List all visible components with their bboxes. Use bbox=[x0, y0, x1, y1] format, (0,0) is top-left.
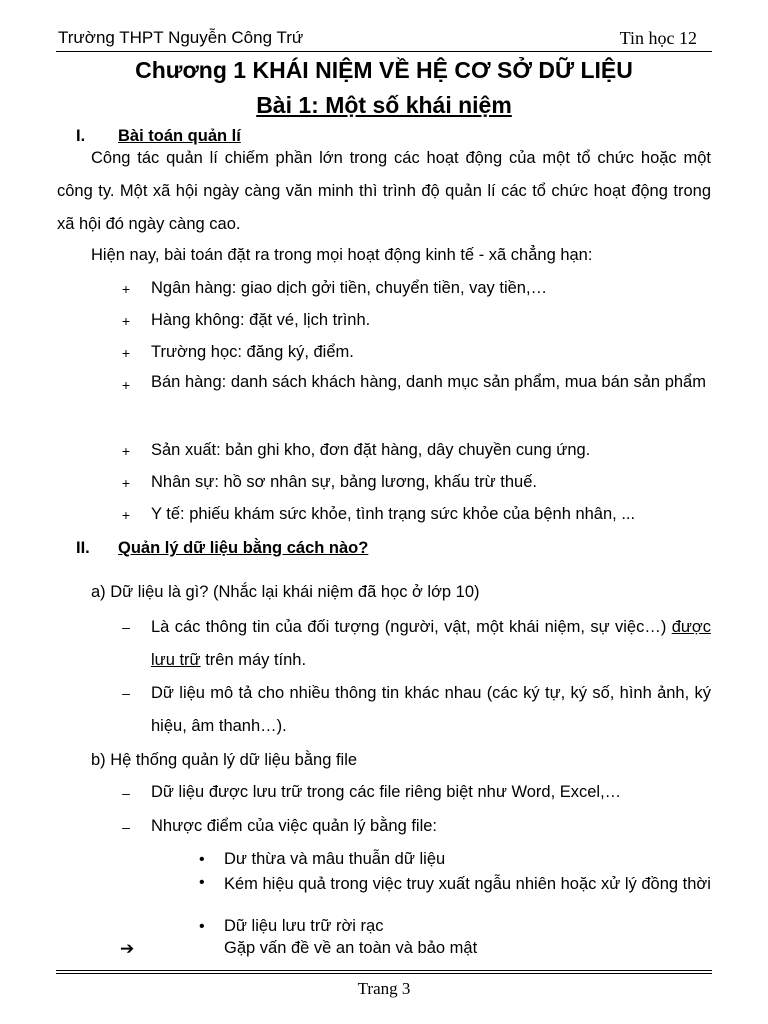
list-item: Nhược điểm của việc quản lý bằng file: bbox=[151, 817, 438, 835]
list-item: Ngân hàng: giao dịch gởi tiền, chuyển tiền, vay tiền,… bbox=[151, 279, 548, 297]
section2-title: Quản lý dữ liệu bằng cách nào? bbox=[118, 539, 369, 557]
plus-bullet-icon: + bbox=[121, 475, 131, 491]
section1-title: Bài toán quản lí bbox=[118, 127, 241, 145]
dash-bullet-icon: – bbox=[122, 785, 130, 801]
list-item-text: trên máy tính. bbox=[200, 651, 307, 669]
dot-bullet-icon: • bbox=[199, 874, 205, 891]
list-item: Dư thừa và mâu thuẫn dữ liệu bbox=[224, 850, 446, 868]
list-item: Y tế: phiếu khám sức khỏe, tình trạng sức khỏe của bệnh nhân, ... bbox=[151, 505, 636, 523]
list-item-text: Là các thông tin của đối tượng (người, vật, một khái niệm, sự việc…) bbox=[151, 618, 672, 636]
list-item: Bán hàng: danh sách khách hàng, danh mục sản phẩm, mua bán sản phẩm bbox=[151, 373, 706, 391]
section1-paragraph-1: Công tác quản lí chiếm phần lớn trong các hoạt động của một tổ chức hoặc một công ty. Một xã hội ngày càng văn minh thì trình độ quản lí các tổ chức hoạt động trong xã hội đó ngày càng cao. bbox=[57, 149, 711, 233]
plus-bullet-icon: + bbox=[121, 377, 131, 393]
plus-bullet-icon: + bbox=[121, 443, 131, 459]
conclusion-text: Gặp vấn đề về an toàn và bảo mật bbox=[224, 939, 478, 957]
chapter-title: Chương 1 KHÁI NIỆM VỀ HỆ CƠ SỞ DỮ LIỆU bbox=[135, 57, 633, 83]
lesson-title bbox=[0, 92, 768, 119]
subsection-b-heading: b) Hệ thống quản lý dữ liệu bằng file bbox=[91, 751, 358, 769]
footer-rule-top bbox=[56, 970, 712, 971]
subsection-a-heading: a) Dữ liệu là gì? (Nhắc lại khái niệm đã học ở lớp 10) bbox=[91, 583, 480, 601]
dash-bullet-icon: – bbox=[122, 685, 130, 701]
dash-bullet-icon: – bbox=[122, 819, 130, 835]
school-name: Trường THPT Nguyễn Công Trứ bbox=[58, 28, 304, 47]
list-item: Dữ liệu lưu trữ rời rạc bbox=[224, 917, 384, 935]
list-item bbox=[151, 611, 711, 677]
list-item: Dữ liệu mô tả cho nhiều thông tin khác nhau (các ký tự, ký số, hình ảnh, ký hiệu, âm thanh…). bbox=[151, 684, 711, 735]
page-number: Trang 3 bbox=[357, 979, 411, 998]
section2-number: II. bbox=[76, 539, 90, 557]
list-item: Kém hiệu quả trong việc truy xuất ngẫu nhiên hoặc xử lý đồng thời bbox=[224, 875, 711, 893]
section1-number: I. bbox=[76, 127, 86, 145]
footer-rule-bottom bbox=[56, 973, 712, 974]
list-item: Sản xuất: bản ghi kho, đơn đặt hàng, dây chuyền cung ứng. bbox=[151, 441, 591, 459]
dot-bullet-icon: • bbox=[199, 851, 205, 868]
plus-bullet-icon: + bbox=[121, 345, 131, 361]
list-item: Dữ liệu được lưu trữ trong các file riêng biệt như Word, Excel,… bbox=[151, 783, 622, 801]
arrow-icon: ➔ bbox=[120, 939, 135, 958]
dot-bullet-icon: • bbox=[199, 918, 205, 935]
underlined-term: được lưu trữ bbox=[151, 618, 711, 669]
plus-bullet-icon: + bbox=[121, 507, 131, 523]
header-rule bbox=[56, 51, 712, 52]
subject-label: Tin học 12 bbox=[619, 28, 697, 48]
list-item: Hàng không: đặt vé, lịch trình. bbox=[151, 311, 371, 329]
plus-bullet-icon: + bbox=[121, 281, 131, 297]
list-item: Nhân sự: hồ sơ nhân sự, bảng lương, khấu trừ thuế. bbox=[151, 473, 537, 491]
list-item: Trường học: đăng ký, điểm. bbox=[151, 343, 354, 361]
section1-paragraph-2: Hiện nay, bài toán đặt ra trong mọi hoạt động kinh tế - xã chẳng hạn: bbox=[91, 246, 593, 264]
dash-bullet-icon: – bbox=[122, 619, 130, 635]
lesson-title-text: Bài 1: Một số khái niệm bbox=[256, 92, 512, 118]
plus-bullet-icon: + bbox=[121, 313, 131, 329]
